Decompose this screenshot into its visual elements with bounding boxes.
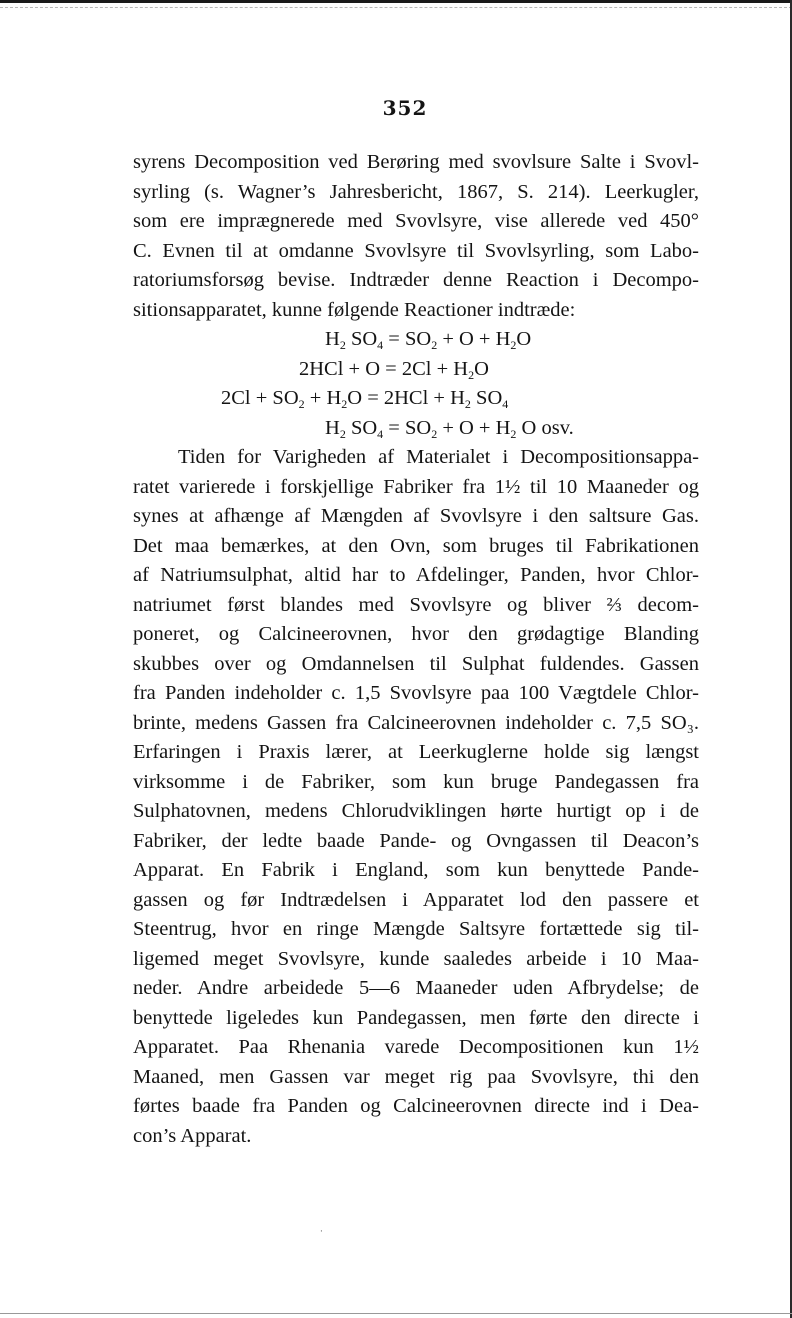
- equation-4: [133, 414, 699, 444]
- text-line: Det maa bemærkes, at den Ovn, som bruges til Fabrikationen: [133, 534, 699, 557]
- text-line: ligemed meget Svovlsyre, kunde saaledes arbeide i 10 Maa-: [133, 947, 699, 970]
- text-line: Steentrug, hvor en ringe Mængde Saltsyre fortættede sig til-: [133, 918, 699, 940]
- print-speck: ·: [320, 1227, 323, 1237]
- text-line: brinte, medens Gassen fra Calcineerovnen indeholder c. 7,5 SO₃.: [133, 711, 699, 734]
- text-line: con’s Apparat.: [133, 1124, 252, 1147]
- equation-text: $H_2$ $SO_4 = SO_2 + O + H_2$ O osv.: [325, 416, 574, 441]
- equation-3: [133, 384, 699, 414]
- equation-text: $2Cl + SO_2 + H_2O = 2HCl + H_2$ $SO_4$: [221, 387, 509, 411]
- text-line: neder. Andre arbeidede 5—6 Maaneder uden Afbrydelse; de: [133, 977, 699, 999]
- text-line: Erfaringen i Praxis lærer, at Leerkuglerne holde sig længst: [133, 741, 699, 763]
- text-line: C. Evnen til at omdanne Svovlsyre til Svovlsyrling, som Labo-: [133, 239, 699, 262]
- text-line: Fabriker, der ledte baade Pande- og Ovngassen til Deacon’s: [133, 829, 699, 852]
- text-line: gassen og før Indtrædelsen i Apparatet lod den passere et: [133, 888, 699, 911]
- page-top-rule: [0, 7, 792, 9]
- text-line: ratoriumsforsøg bevise. Indtræder denne Reaction i Decompo-: [133, 269, 699, 291]
- text-line: natriumet først blandes med Svovlsyre og bliver ⅔ decom-: [133, 593, 699, 616]
- text-line: synes at afhænge af Mængden af Svovlsyre i den saltsure Gas.: [133, 505, 699, 527]
- page-number: 352: [382, 96, 428, 120]
- text-line: Apparatet. Paa Rhenania varede Decompositionen kun 1½: [133, 1036, 699, 1058]
- equation-text: $2HCl + O = 2Cl + H_2O$: [299, 357, 489, 382]
- text-line: poneret, og Calcineerovnen, hvor den grødagtige Blanding: [133, 623, 699, 645]
- text-line: Apparat. En Fabrik i England, som kun benyttede Pande-: [133, 859, 699, 881]
- text-line: skubbes over og Omdannelsen til Sulphat fuldendes. Gassen: [133, 652, 699, 675]
- text-line: førtes baade fra Panden og Calcineerovnen directe ind i Dea-: [133, 1095, 699, 1117]
- page-top-edge: [0, 0, 792, 3]
- text-line: syrling (s. Wagner’s Jahresbericht, 1867, S. 214). Leerkugler,: [133, 180, 699, 203]
- text-line: virksomme i de Fabriker, som kun bruge Pandegassen fra: [133, 770, 699, 793]
- text-line: fra Panden indeholder c. 1,5 Svovlsyre paa 100 Vægtdele Chlor-: [133, 682, 699, 704]
- text-line: Maaned, men Gassen var meget rig paa Svovlsyre, thi den: [133, 1065, 699, 1088]
- text-line: benyttede ligeledes kun Pandegassen, men førte den directe i: [133, 1006, 699, 1029]
- equation-text: $H_2$ $SO_4 = SO_2 + O + H_2O$: [325, 328, 532, 352]
- text-line: af Natriumsulphat, altid har to Afdelinger, Panden, hvor Chlor-: [133, 564, 699, 586]
- page-bottom-edge: [0, 1313, 792, 1314]
- text-line: sitionsapparatet, kunne følgende Reactioner indtræde:: [133, 298, 576, 321]
- page-body: [133, 148, 699, 1151]
- text-line: syrens Decomposition ved Berøring med svovlsure Salte i Svovl-: [133, 151, 699, 173]
- equation-1: [133, 325, 699, 355]
- equation-2: [133, 355, 699, 385]
- text-line: som ere imprægnerede med Svovlsyre, vise allerede ved 450°: [133, 210, 699, 232]
- text-line: Sulphatovnen, medens Chlorudviklingen hørte hurtigt op i de: [133, 800, 699, 822]
- text-line: ratet varierede i forskjellige Fabriker fra 1½ til 10 Maaneder og: [133, 475, 699, 498]
- text-line: Tiden for Varigheden af Materialet i Decompositionsappa-: [178, 446, 699, 468]
